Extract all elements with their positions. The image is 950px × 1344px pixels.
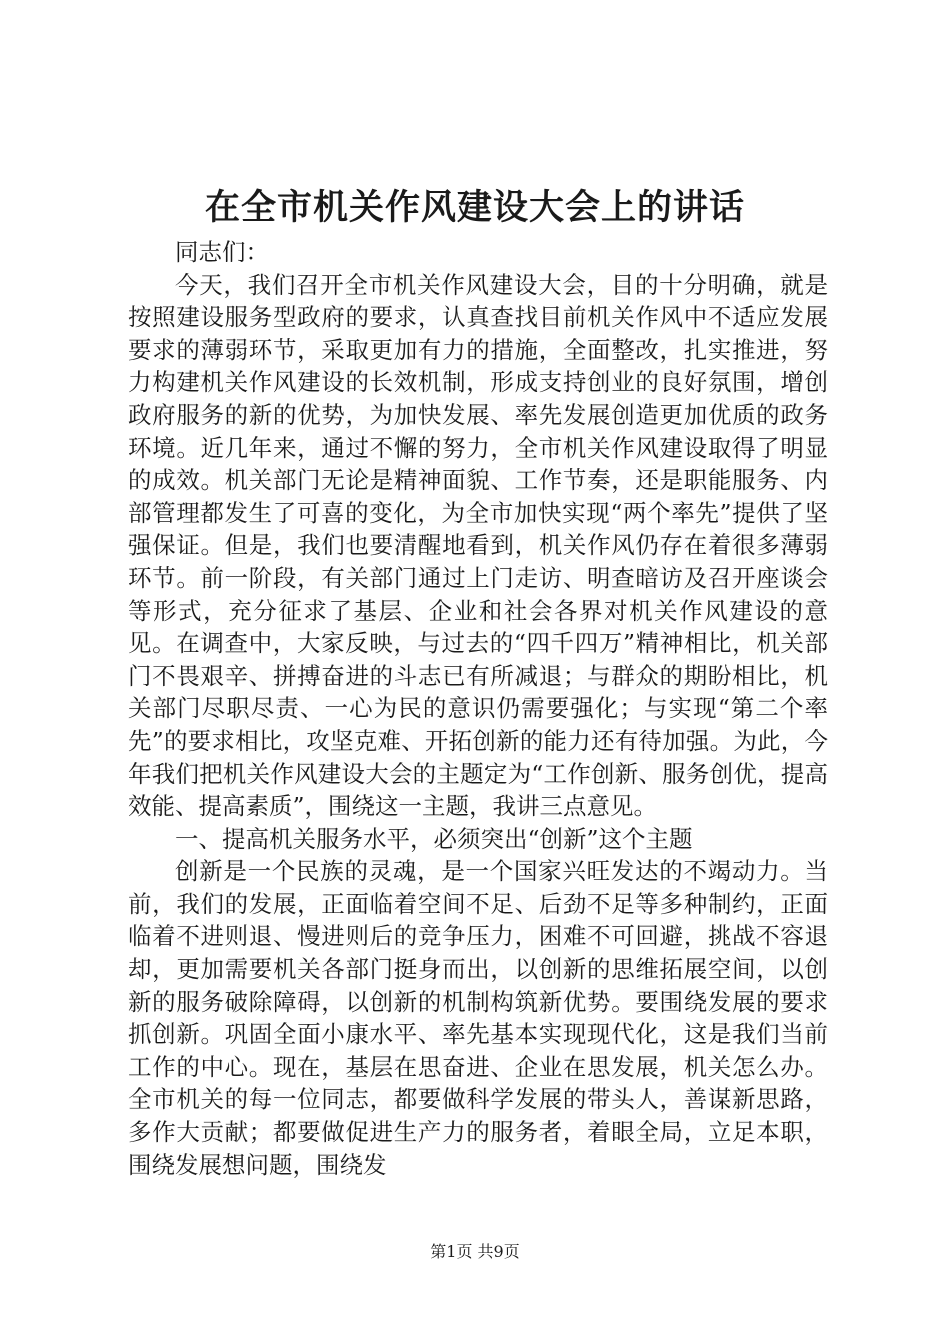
paragraph-intro: 今天，我们召开全市机关作风建设大会，目的十分明确，就是按照建设服务型政府的要求，认真查找目前机关作风中不适应发展要求的薄弱环节，采取更加有力的措施，全面整改，扎实推进，努力构建机关作风建设的长效机制，形成支持创业的良好氛围，增创政府服务的新的优势，为加快发展、率先发展创造更加优质的政务环境。近几年来，通过不懈的努力，全市机关作风建设取得了明显的成效。机关部门无论是精神面貌、工作节奏，还是职能服务、内部管理都发生了可喜的变化，为全市加快实现“两个率先”提供了坚强保证。但是，我们也要清醒地看到，机关作风仍存在着很多薄弱环节。前一阶段，有关部门通过上门走访、明查暗访及召开座谈会等形式，充分征求了基层、企业和社会各界对机关作风建设的意见。在调查中，大家反映，与过去的“四千四万”精神相比，机关部门不畏艰辛、拼搏奋进的斗志已有所减退；与群众的期盼相比，机关部门尽职尽责、一心为民的意识仍需要强化；与实现“第二个率先”的要求相比，攻坚克难、开拓创新的能力还有待加强。为此，今年我们把机关作风建设大会的主题定为“工作创新、服务创优，提高效能、提高素质”，围绕这一主题，我讲三点意见。 [128, 270, 828, 821]
page-number-footer: 第1页 共9页 [430, 1242, 520, 1261]
paragraph-innovation: 创新是一个民族的灵魂，是一个国家兴旺发达的不竭动力。当前，我们的发展，正面临着空间不足、后劲不足等多种制约，正面临着不进则退、慢进则后的竞争压力，困难不可回避，挑战不容退却，更加需要机关各部门挺身而出，以创新的思维拓展空间，以创新的服务破除障碍，以创新的机制构筑新优势。要围绕发展的要求抓创新。巩固全面小康水平、率先基本实现现代化，这是我们当前工作的中心。现在，基层在思奋进、企业在思发展，机关怎么办。全市机关的每一位同志，都要做科学发展的带头人，善谋新思路，多作大贡献；都要做促进生产力的服务者，着眼全局，立足本职，围绕发展想问题，围绕发 [128, 857, 828, 1179]
document-title: 在全市机关作风建设大会上的讲话 [204, 187, 745, 228]
section-heading-1: 一、提高机关服务水平，必须突出“创新”这个主题 [175, 824, 693, 853]
document-body [128, 236, 828, 1181]
salutation: 同志们： [175, 238, 269, 266]
